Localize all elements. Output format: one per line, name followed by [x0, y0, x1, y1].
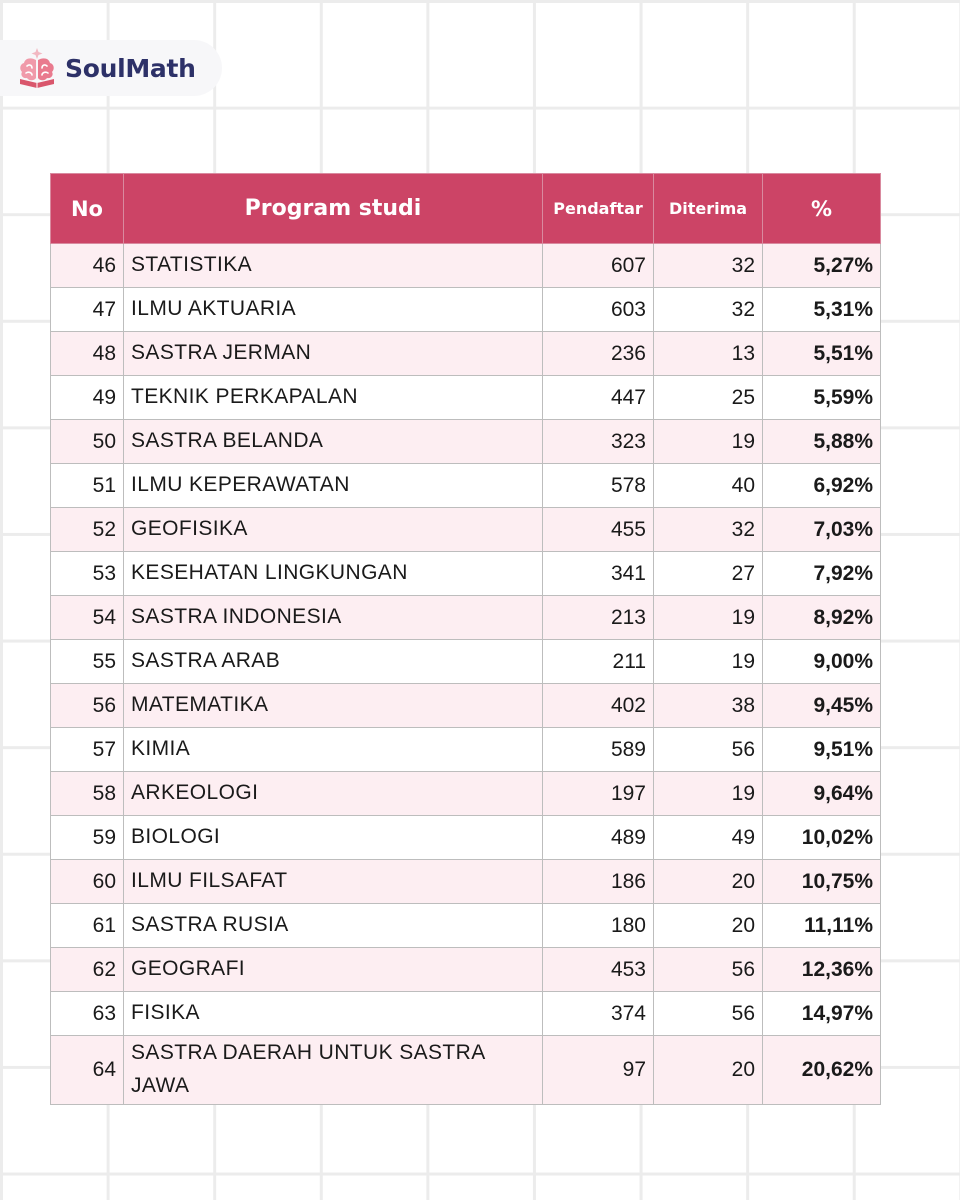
cell-program: ARKEOLOGI — [124, 772, 543, 816]
cell-no: 47 — [51, 288, 124, 332]
cell-diterima: 49 — [654, 816, 763, 860]
cell-no: 50 — [51, 420, 124, 464]
table-row — [51, 288, 881, 332]
cell-pendaftar: 236 — [543, 332, 654, 376]
cell-no: 53 — [51, 552, 124, 596]
header-diterima: Diterima — [654, 174, 763, 244]
cell-percent: 9,00% — [763, 640, 881, 684]
cell-pendaftar: 213 — [543, 596, 654, 640]
cell-diterima: 40 — [654, 464, 763, 508]
cell-program: MATEMATIKA — [124, 684, 543, 728]
cell-pendaftar: 211 — [543, 640, 654, 684]
cell-diterima: 27 — [654, 552, 763, 596]
cell-program: ILMU KEPERAWATAN — [124, 464, 543, 508]
cell-no: 54 — [51, 596, 124, 640]
cell-pendaftar: 455 — [543, 508, 654, 552]
cell-program: SASTRA JERMAN — [124, 332, 543, 376]
cell-percent: 6,92% — [763, 464, 881, 508]
cell-no: 49 — [51, 376, 124, 420]
cell-percent: 5,27% — [763, 244, 881, 288]
cell-diterima: 13 — [654, 332, 763, 376]
header-program: Program studi — [124, 174, 543, 244]
cell-program: ILMU AKTUARIA — [124, 288, 543, 332]
cell-percent: 7,03% — [763, 508, 881, 552]
cell-percent: 9,51% — [763, 728, 881, 772]
table-body — [51, 244, 881, 1105]
cell-diterima: 32 — [654, 244, 763, 288]
cell-pendaftar: 374 — [543, 992, 654, 1036]
cell-program: ILMU FILSAFAT — [124, 860, 543, 904]
table-row — [51, 948, 881, 992]
table-row — [51, 772, 881, 816]
cell-program: SASTRA RUSIA — [124, 904, 543, 948]
cell-no: 59 — [51, 816, 124, 860]
cell-no: 60 — [51, 860, 124, 904]
cell-percent: 5,59% — [763, 376, 881, 420]
cell-pendaftar: 589 — [543, 728, 654, 772]
cell-program: STATISTIKA — [124, 244, 543, 288]
table-row — [51, 508, 881, 552]
cell-diterima: 19 — [654, 640, 763, 684]
cell-program: GEOGRAFI — [124, 948, 543, 992]
cell-percent: 12,36% — [763, 948, 881, 992]
cell-program: KIMIA — [124, 728, 543, 772]
brand-logo — [0, 40, 222, 96]
cell-diterima: 56 — [654, 728, 763, 772]
brand-name: SoulMath — [65, 53, 196, 83]
cell-percent: 9,64% — [763, 772, 881, 816]
header-pendaftar: Pendaftar — [543, 174, 654, 244]
cell-percent: 11,11% — [763, 904, 881, 948]
cell-no: 51 — [51, 464, 124, 508]
cell-program: TEKNIK PERKAPALAN — [124, 376, 543, 420]
cell-no: 63 — [51, 992, 124, 1036]
cell-percent: 20,62% — [763, 1036, 881, 1105]
cell-no: 52 — [51, 508, 124, 552]
cell-program: SASTRA DAERAH UNTUK SASTRA JAWA — [124, 1036, 543, 1105]
cell-percent: 8,92% — [763, 596, 881, 640]
table-row — [51, 992, 881, 1036]
cell-no: 55 — [51, 640, 124, 684]
cell-pendaftar: 97 — [543, 1036, 654, 1105]
table-row — [51, 640, 881, 684]
cell-pendaftar: 341 — [543, 552, 654, 596]
cell-diterima: 19 — [654, 420, 763, 464]
cell-pendaftar: 180 — [543, 904, 654, 948]
cell-percent: 10,75% — [763, 860, 881, 904]
cell-no: 62 — [51, 948, 124, 992]
table-row — [51, 1036, 881, 1105]
table-row — [51, 332, 881, 376]
table-row — [51, 728, 881, 772]
cell-diterima: 20 — [654, 860, 763, 904]
cell-pendaftar: 603 — [543, 288, 654, 332]
cell-diterima: 32 — [654, 288, 763, 332]
cell-no: 64 — [51, 1036, 124, 1105]
cell-pendaftar: 323 — [543, 420, 654, 464]
table-header-row — [51, 174, 881, 244]
cell-no: 58 — [51, 772, 124, 816]
header-percent: % — [763, 174, 881, 244]
cell-diterima: 56 — [654, 948, 763, 992]
program-table — [50, 173, 881, 1105]
table-row — [51, 684, 881, 728]
cell-program: SASTRA INDONESIA — [124, 596, 543, 640]
cell-percent: 5,88% — [763, 420, 881, 464]
cell-percent: 9,45% — [763, 684, 881, 728]
cell-program: BIOLOGI — [124, 816, 543, 860]
cell-program: KESEHATAN LINGKUNGAN — [124, 552, 543, 596]
table-row — [51, 244, 881, 288]
cell-program: GEOFISIKA — [124, 508, 543, 552]
cell-diterima: 20 — [654, 1036, 763, 1105]
cell-pendaftar: 453 — [543, 948, 654, 992]
cell-percent: 5,51% — [763, 332, 881, 376]
table-row — [51, 596, 881, 640]
table-row — [51, 464, 881, 508]
cell-percent: 5,31% — [763, 288, 881, 332]
table-row — [51, 816, 881, 860]
brain-book-icon — [17, 46, 57, 90]
cell-no: 57 — [51, 728, 124, 772]
cell-pendaftar: 578 — [543, 464, 654, 508]
cell-diterima: 25 — [654, 376, 763, 420]
cell-no: 56 — [51, 684, 124, 728]
cell-pendaftar: 447 — [543, 376, 654, 420]
cell-no: 48 — [51, 332, 124, 376]
cell-diterima: 20 — [654, 904, 763, 948]
cell-no: 61 — [51, 904, 124, 948]
cell-program: FISIKA — [124, 992, 543, 1036]
cell-diterima: 19 — [654, 596, 763, 640]
cell-pendaftar: 186 — [543, 860, 654, 904]
cell-pendaftar: 402 — [543, 684, 654, 728]
table-row — [51, 420, 881, 464]
cell-program: SASTRA ARAB — [124, 640, 543, 684]
cell-diterima: 38 — [654, 684, 763, 728]
cell-pendaftar: 607 — [543, 244, 654, 288]
table-row — [51, 376, 881, 420]
cell-pendaftar: 489 — [543, 816, 654, 860]
cell-diterima: 19 — [654, 772, 763, 816]
cell-diterima: 32 — [654, 508, 763, 552]
cell-percent: 14,97% — [763, 992, 881, 1036]
cell-pendaftar: 197 — [543, 772, 654, 816]
table-row — [51, 552, 881, 596]
cell-percent: 10,02% — [763, 816, 881, 860]
header-no: No — [51, 174, 124, 244]
table-row — [51, 860, 881, 904]
cell-no: 46 — [51, 244, 124, 288]
cell-percent: 7,92% — [763, 552, 881, 596]
cell-program: SASTRA BELANDA — [124, 420, 543, 464]
cell-diterima: 56 — [654, 992, 763, 1036]
table-row — [51, 904, 881, 948]
